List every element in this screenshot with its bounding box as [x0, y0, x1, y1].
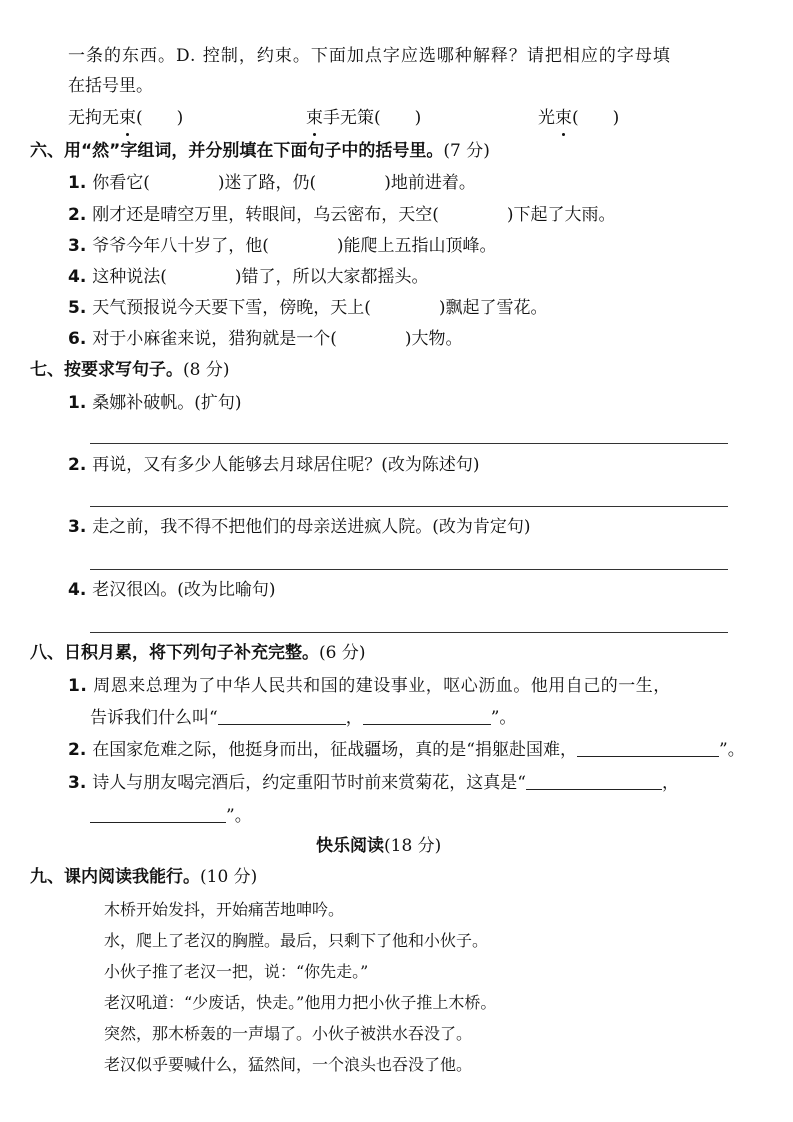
- fill-blank[interactable]: [526, 773, 662, 790]
- sec7-item-2: [68, 453, 480, 477]
- item-text: 周恩来总理为了中华人民共和国的建设事业，呕心沥血。他用自己的一生，: [93, 676, 671, 696]
- item-text: 走之前，我不得不把他们的母亲送进疯人院。(改为肯定句): [92, 517, 531, 537]
- section-points: (6 分): [319, 643, 366, 663]
- fill-blank[interactable]: [363, 708, 491, 725]
- item-text: ”。: [226, 806, 252, 826]
- section-title-text: 八、日积月累，将下列句子补充完整。: [30, 643, 319, 663]
- passage-line-1: 木桥开始发抖，开始痛苦地呻吟。: [104, 900, 345, 919]
- item-number: 3.: [68, 236, 87, 256]
- item-text[interactable]: 对于小麻雀来说，猎狗就是一个( )大物。: [92, 329, 463, 349]
- intro-word-3: [538, 106, 619, 130]
- item-number: 3.: [68, 517, 87, 537]
- intro-word-1: [68, 106, 183, 130]
- sec7-item-1: [68, 391, 242, 415]
- item-text: 在国家危难之际，他挺身而出，征战疆场，真的是“捐躯赴国难，: [92, 740, 577, 760]
- item-text: 诗人与朋友喝完酒后，约定重阳节时前来赏菊花，这真是“: [92, 773, 526, 793]
- fill-blank[interactable]: [218, 708, 346, 725]
- intro-line-2: 在括号里。: [68, 76, 153, 96]
- item-number: 1.: [68, 173, 87, 193]
- sec6-item-4: [68, 265, 429, 289]
- item-number: 4.: [68, 267, 87, 287]
- item-number: 4.: [68, 580, 87, 600]
- item-text: ，: [345, 708, 363, 728]
- item-text: 告诉我们什么叫“: [90, 708, 218, 728]
- item-text: 再说，又有多少人能够去月球居住呢？(改为陈述句): [92, 455, 480, 475]
- section-title-text: 六、用“然”字组词，并分别填在下面句子中的括号里。: [30, 141, 444, 161]
- sec8-item-3: [68, 771, 679, 795]
- sec8-item-1-cont: [90, 706, 516, 730]
- section-title-text: 七、按要求写句子。: [30, 360, 183, 380]
- item-number: 3.: [68, 773, 87, 793]
- answer-line[interactable]: [90, 569, 728, 570]
- answer-line[interactable]: [90, 506, 728, 507]
- item-number: 2.: [68, 205, 87, 225]
- answer-blank[interactable]: 手无策( ): [323, 108, 422, 128]
- reading-title: 快乐阅读: [316, 836, 384, 856]
- reading-heading: [316, 834, 441, 858]
- item-number: 1.: [68, 676, 88, 696]
- passage-line-2: 水，爬上了老汉的胸膛。最后，只剩下了他和小伙子。: [104, 931, 489, 950]
- item-text: ”。: [490, 708, 517, 728]
- item-number: 5.: [68, 298, 87, 318]
- sec7-item-4: [68, 578, 276, 602]
- dotted-char: 束: [306, 108, 323, 128]
- passage-line-3: 小伙子推了老汉一把，说：“你先走。”: [104, 962, 369, 981]
- item-text[interactable]: 刚才还是晴空万里，转眼间，乌云密布，天空( )下起了大雨。: [92, 205, 616, 225]
- section-points: (8 分): [183, 360, 230, 380]
- answer-blank[interactable]: ( ): [136, 108, 184, 128]
- item-number: 1.: [68, 393, 87, 413]
- word-text: 光: [538, 108, 555, 128]
- dotted-char: 束: [555, 108, 572, 128]
- section-6-title: [30, 139, 490, 163]
- item-number: 2.: [68, 455, 87, 475]
- sec7-item-3: [68, 515, 531, 539]
- fill-blank[interactable]: [90, 806, 226, 823]
- sec6-item-2: [68, 203, 616, 227]
- item-text[interactable]: 你看它( )迷了路，仍( )地前进着。: [92, 173, 476, 193]
- reading-points: (18 分): [384, 836, 442, 856]
- item-number: 6.: [68, 329, 87, 349]
- section-points: (7 分): [443, 141, 490, 161]
- item-text: 老汉很凶。(改为比喻句): [92, 580, 276, 600]
- passage-line-5: 突然，那木桥轰的一声塌了。小伙子被洪水吞没了。: [104, 1024, 473, 1043]
- sec6-item-5: [68, 296, 548, 320]
- item-text: ”。: [719, 740, 745, 760]
- section-7-title: [30, 358, 229, 382]
- section-8-title: [30, 641, 365, 665]
- answer-blank[interactable]: ( ): [572, 108, 620, 128]
- item-text[interactable]: 天气预报说今天要下雪，傍晚，天上( )飘起了雪花。: [92, 298, 548, 318]
- dotted-char: 束: [119, 108, 136, 128]
- passage-line-6: 老汉似乎要喊什么，猛然间，一个浪头也吞没了他。: [104, 1055, 473, 1074]
- item-number: 2.: [68, 740, 87, 760]
- item-text[interactable]: 爷爷今年八十岁了，他( )能爬上五指山顶峰。: [92, 236, 497, 256]
- answer-line[interactable]: [90, 443, 728, 444]
- sec6-item-3: [68, 234, 497, 258]
- intro-word-2: [306, 106, 421, 130]
- section-9-title: [30, 865, 257, 889]
- passage-line-4: 老汉吼道：“少废话，快走。”他用力把小伙子推上木桥。: [104, 993, 497, 1012]
- intro-line-1: 一条的东西。D. 控制，约束。下面加点字应选哪种解释？请把相应的字母填: [68, 46, 671, 66]
- sec6-item-1: [68, 171, 476, 195]
- fill-blank[interactable]: [577, 740, 719, 757]
- sec6-item-6: [68, 327, 463, 351]
- section-points: (10 分): [200, 867, 258, 887]
- sec8-item-1: [68, 674, 671, 698]
- sec8-item-2: [68, 738, 745, 762]
- section-title-text: 九、课内阅读我能行。: [30, 867, 200, 887]
- item-text[interactable]: 这种说法( )错了，所以大家都摇头。: [92, 267, 429, 287]
- sec8-item-3-cont: [90, 804, 252, 828]
- answer-line[interactable]: [90, 632, 728, 633]
- item-text: ，: [662, 773, 679, 793]
- word-text: 无拘无: [68, 108, 119, 128]
- item-text: 桑娜补破帆。(扩句): [92, 393, 242, 413]
